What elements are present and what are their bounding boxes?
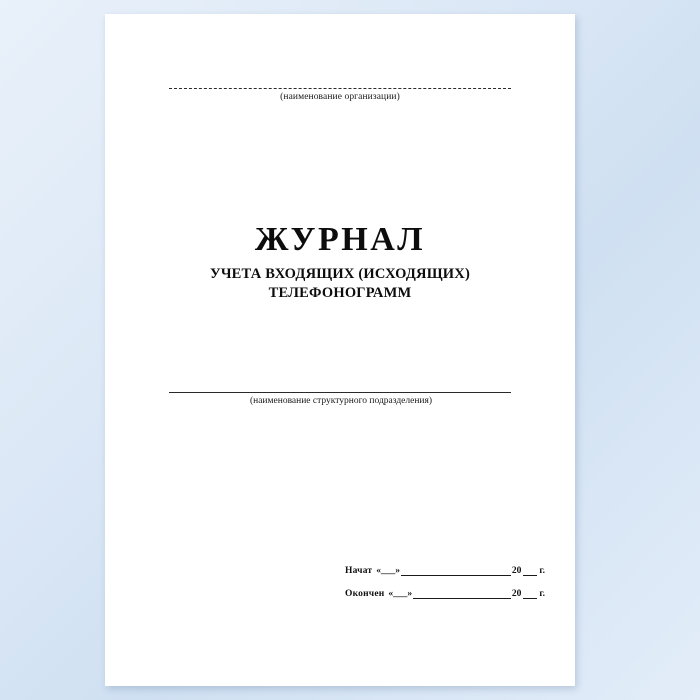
title-block: [105, 222, 575, 302]
document-title: ЖУРНАЛ: [254, 221, 426, 258]
started-fill-line: [401, 566, 511, 576]
document-page: [105, 14, 575, 686]
started-label: Начат: [345, 566, 373, 576]
footer-block: [345, 566, 545, 612]
finished-label: Окончен: [345, 589, 385, 599]
finished-year-line: [523, 589, 537, 599]
finished-row: [345, 589, 545, 599]
started-row: [345, 566, 545, 576]
document-subtitle-line-2: ТЕЛЕФОНОГРАММ: [268, 284, 412, 301]
finished-fill-line: [413, 589, 511, 599]
started-year-suffix: г.: [539, 566, 545, 576]
organization-name-rule: [169, 88, 511, 89]
started-year-line: [523, 566, 537, 576]
organization-name-caption: (наименование организации): [280, 92, 400, 102]
document-subtitle-line-1: УЧЕТА ВХОДЯЩИХ (ИСХОДЯЩИХ): [210, 265, 470, 282]
finished-day-placeholder: «___»: [388, 589, 413, 599]
started-day-placeholder: «___»: [376, 566, 401, 576]
department-name-caption: (наименование структурного подразделения): [249, 396, 433, 406]
document-content: [105, 14, 575, 686]
started-year-prefix: 20: [511, 566, 522, 576]
finished-year-prefix: 20: [511, 589, 522, 599]
department-name-rule: [169, 392, 511, 393]
finished-year-suffix: г.: [539, 589, 545, 599]
